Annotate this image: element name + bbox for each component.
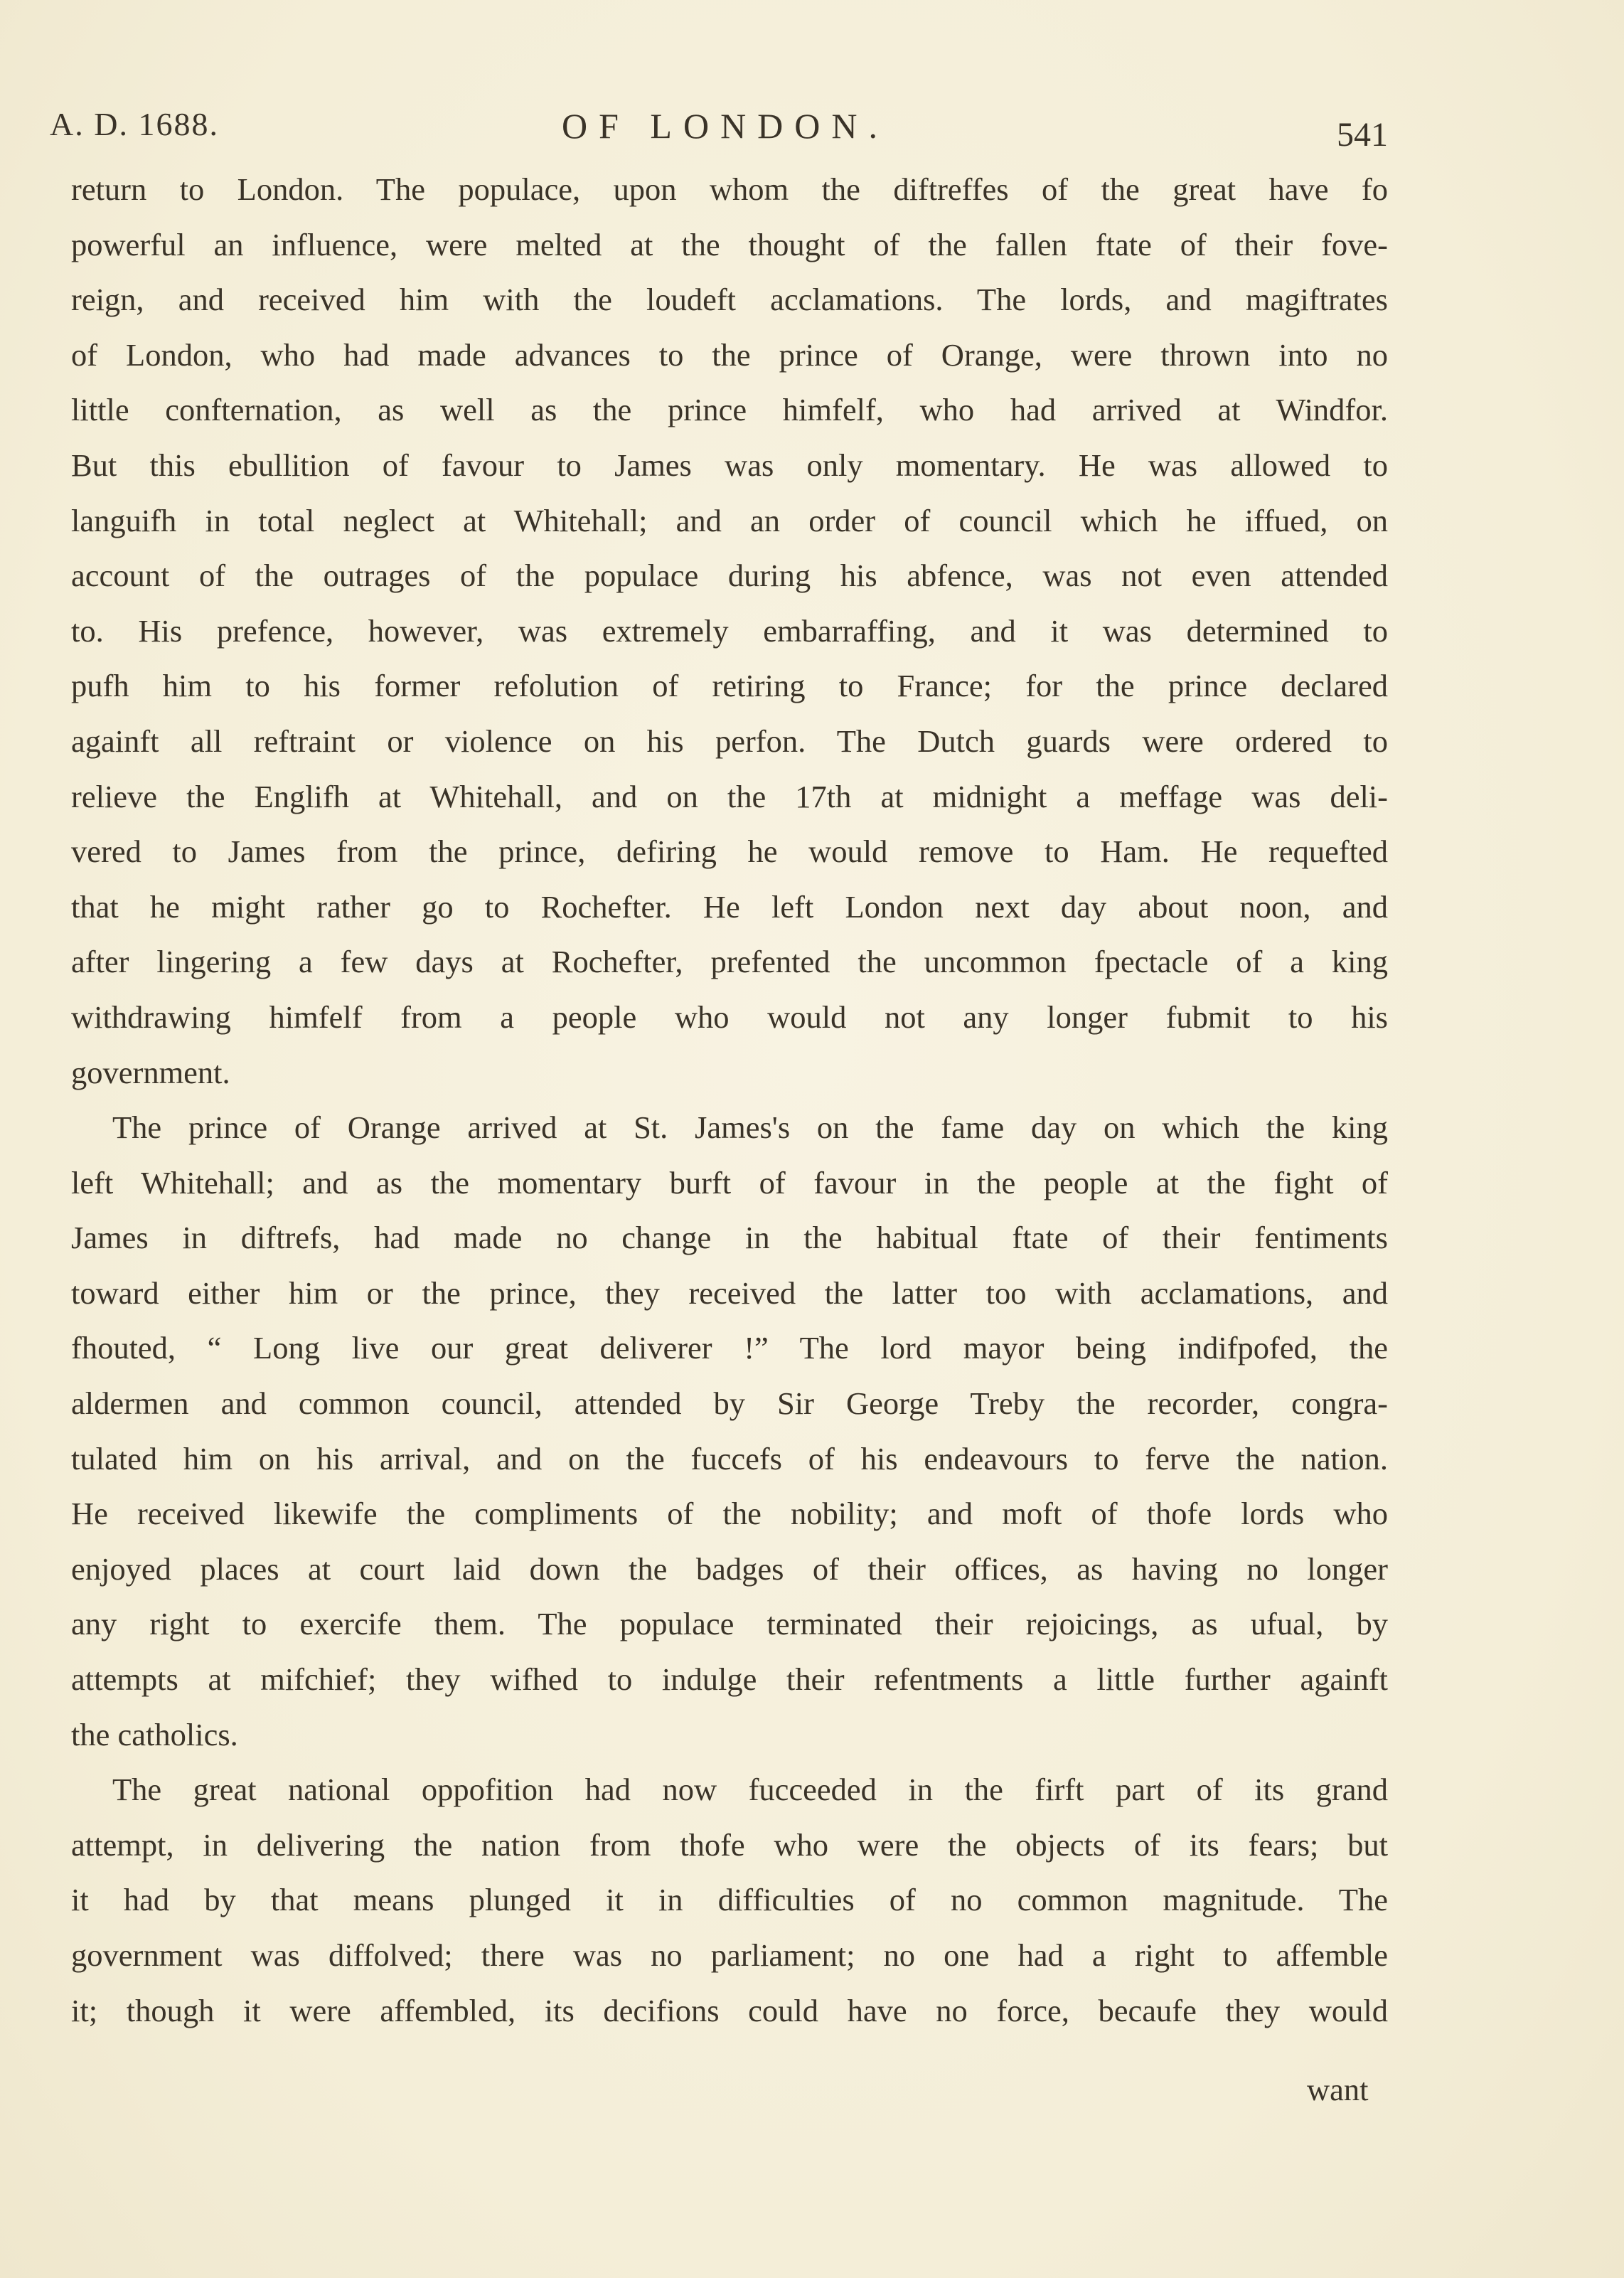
text-line: little confternation, as well as the prince himfelf, who had arrived at Windfor. (71, 392, 1388, 428)
text-line: of London, who had made advances to the prince of Orange, were thrown into no (71, 336, 1388, 373)
text-line: reign, and received him with the loudeft acclamations. The lords, and magiftrates (71, 282, 1388, 318)
text-line: government. (71, 1054, 230, 1090)
text-line: any right to exercife them. The populace terminated their rejoicings, as ufual, by (71, 1606, 1388, 1642)
text-line: left Whitehall; and as the momentary burft of favour in the people at the fight of (71, 1164, 1388, 1201)
text-line: tulated him on his arrival, and on the fuccefs of his endeavours to ferve the nation. (71, 1440, 1388, 1476)
text-line: after lingering a few days at Rochefter, prefented the uncommon fpectacle of a king (71, 944, 1388, 980)
text-line: James in diftrefs, had made no change in the habitual ftate of their fentiments (71, 1220, 1388, 1256)
text-line: government was diffolved; there was no parliament; no one had a right to affemble (71, 1937, 1388, 1973)
text-line: aldermen and common council, attended by Sir George Treby the recorder, congra- (71, 1385, 1388, 1422)
text-line: attempt, in delivering the nation from thofe who were the objects of its fears; but (71, 1826, 1388, 1863)
text-line: to. His prefence, however, was extremely embarraffing, and it was determined to (71, 612, 1388, 649)
page-number: 541 (1337, 116, 1388, 154)
text-line: account of the outrages of the populace during his abfence, was not even attended (71, 558, 1388, 594)
text-line: powerful an influence, were melted at the thought of the fallen ftate of their fove- (71, 226, 1388, 262)
running-head-title: OF LONDON. (562, 106, 889, 146)
body-text (71, 162, 1388, 2038)
text-line: return to London. The populace, upon whom the diftreffes of the great have fo (71, 171, 1388, 207)
text-line: toward either him or the prince, they received the latter too with acclamations, and (71, 1274, 1388, 1311)
catchword: want (1307, 2072, 1369, 2107)
text-line: it; though it were affembled, its decifions could have no force, becaufe they would (71, 1992, 1388, 2028)
running-head (0, 105, 1624, 162)
text-line: pufh him to his former refolution of retiring to France; for the prince declared (71, 668, 1388, 704)
text-line: the catholics. (71, 1716, 238, 1752)
text-line: enjoyed places at court laid down the badges of their offices, as having no longer (71, 1550, 1388, 1587)
text-line: But this ebullition of favour to James was only momentary. He was allowed to (71, 447, 1388, 483)
text-line: The prince of Orange arrived at St. James's on the fame day on which the king (112, 1109, 1388, 1146)
text-line: withdrawing himfelf from a people who would not any longer fubmit to his (71, 999, 1388, 1035)
text-line: The great national oppofition had now fucceeded in the firft part of its grand (112, 1772, 1388, 1808)
text-line: it had by that means plunged it in difficulties of no common magnitude. The (71, 1882, 1388, 1918)
text-line: relieve the Englifh at Whitehall, and on the 17th at midnight a meffage was deli- (71, 778, 1388, 814)
text-line: fhouted, “ Long live our great deliverer !” The lord mayor being indifpofed, the (71, 1330, 1388, 1366)
running-head-date: A. D. 1688. (50, 106, 219, 142)
text-line: languifh in total neglect at Whitehall; and an order of council which he iffued, on (71, 502, 1388, 538)
text-line: He received likewife the compliments of the nobility; and moft of thofe lords who (71, 1496, 1388, 1532)
text-line: againft all reftraint or violence on his perfon. The Dutch guards were ordered to (71, 723, 1388, 759)
text-line: vered to James from the prince, defiring he would remove to Ham. He requefted (71, 834, 1388, 870)
text-line: that he might rather go to Rochefter. He left London next day about noon, and (71, 888, 1388, 925)
text-line: attempts at mifchief; they wifhed to indulge their refentments a little further againft (71, 1661, 1388, 1698)
